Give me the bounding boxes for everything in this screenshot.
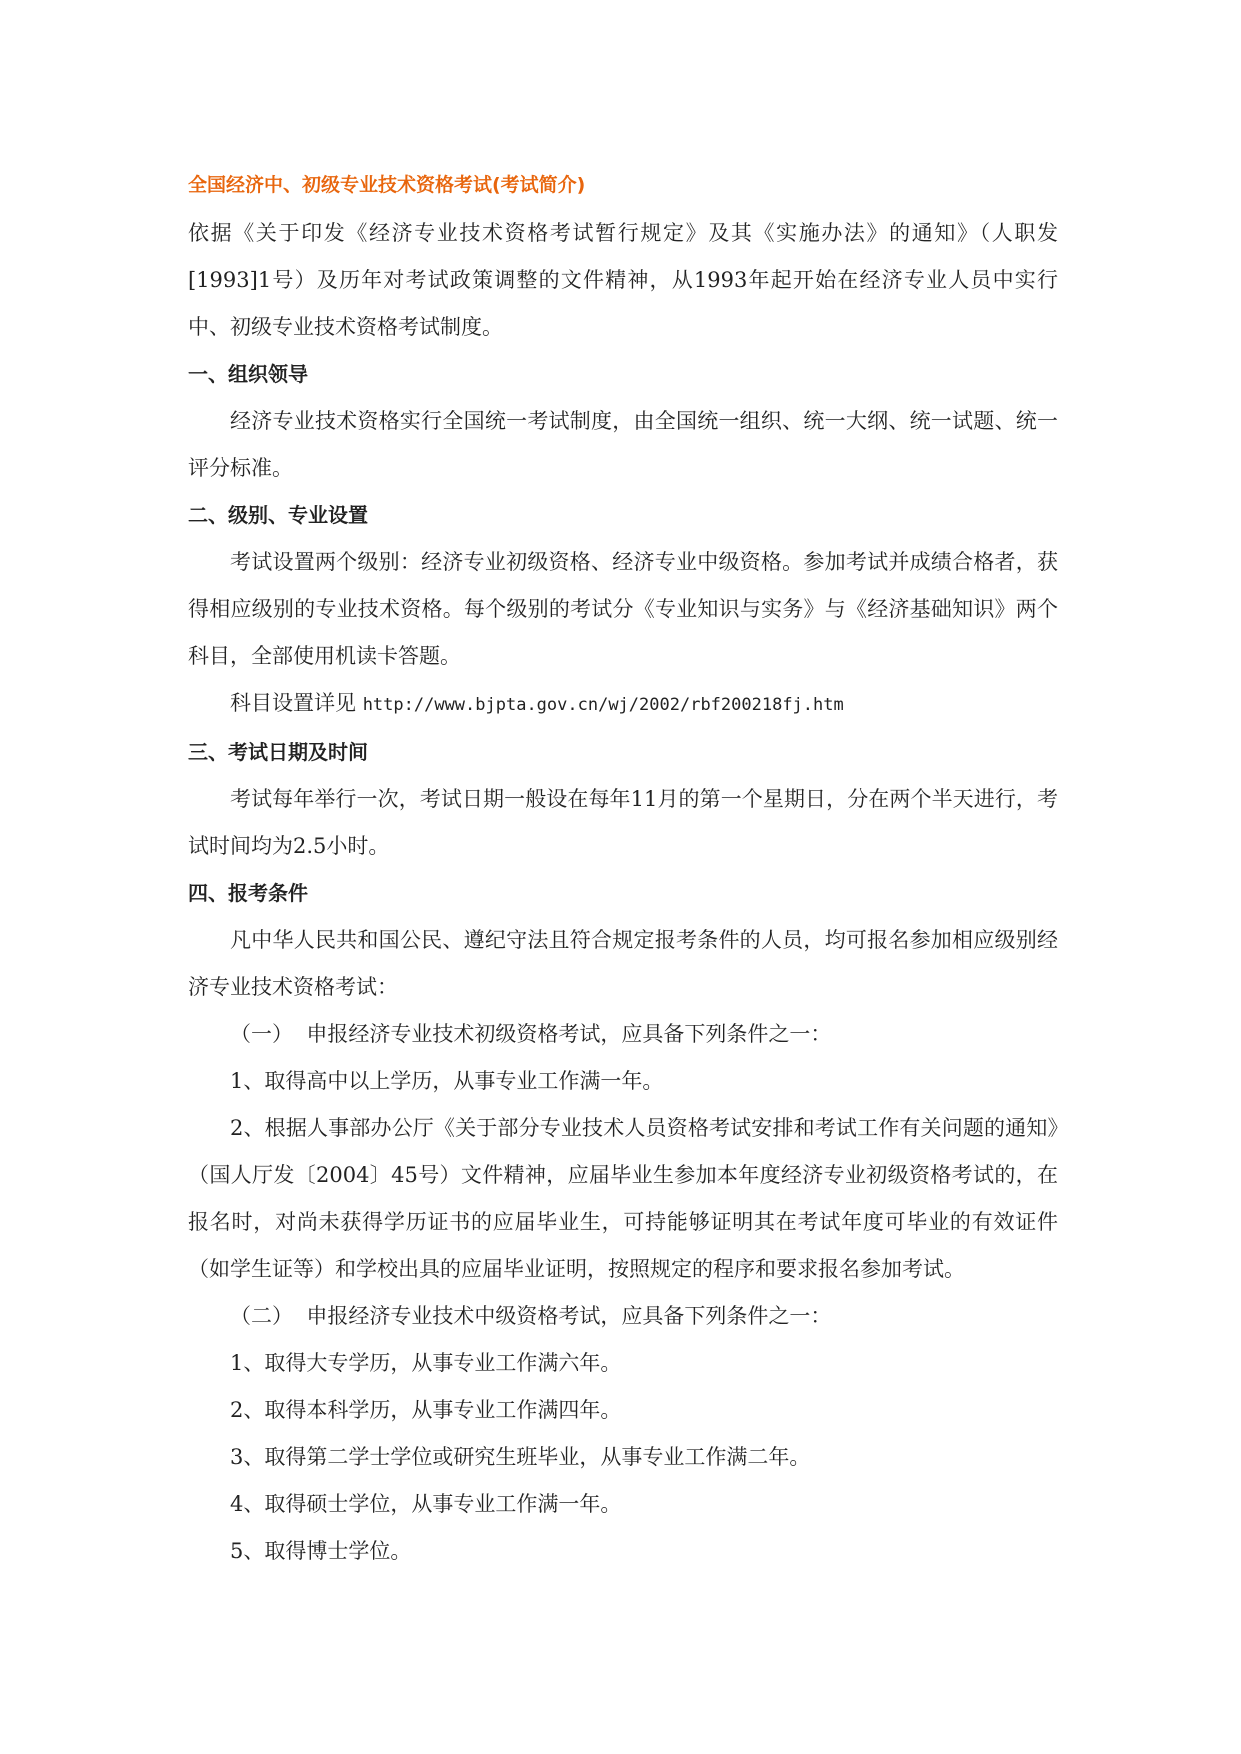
subject-link-line	[188, 680, 1058, 729]
section-heading-schedule: 三、考试日期及时间	[188, 740, 368, 764]
section-heading-requirements: 四、报考条件	[188, 881, 308, 905]
intermediate-requirements-header	[188, 1293, 1058, 1340]
document-body	[188, 168, 1058, 1575]
intermediate-label: （二）	[230, 1304, 293, 1328]
document-title: 全国经济中、初级专业技术资格考试(考试简介)	[188, 174, 586, 196]
list-item: 2、取得本科学历，从事专业工作满四年。	[230, 1398, 622, 1422]
list-item: 1、取得高中以上学历，从事专业工作满一年。	[230, 1069, 664, 1093]
junior-text: 申报经济专业技术初级资格考试，应具备下列条件之一：	[306, 1022, 832, 1046]
junior-label: （一）	[230, 1022, 293, 1046]
requirements-paragraph: 凡中华人民共和国公民、遵纪守法且符合规定报考条件的人员，均可报名参加相应级别经济专业技术资格考试：	[188, 928, 1058, 999]
organization-paragraph: 经济专业技术资格实行全国统一考试制度，由全国统一组织、统一大纲、统一试题、统一评分标准。	[188, 409, 1058, 480]
schedule-paragraph: 考试每年举行一次，考试日期一般设在每年11月的第一个星期日，分在两个半天进行，考试时间均为2.5小时。	[188, 787, 1058, 858]
intermediate-text: 申报经济专业技术中级资格考试，应具备下列条件之一：	[306, 1304, 832, 1328]
list-item: 1、取得大专学历，从事专业工作满六年。	[230, 1351, 622, 1375]
section-heading-levels: 二、级别、专业设置	[188, 503, 368, 527]
list-item: 2、根据人事部办公厅《关于部分专业技术人员资格考试安排和考试工作有关问题的通知》（国人厅发〔2004〕45号）文件精神，应届毕业生参加本年度经济专业初级资格考试的，在报名时，对尚未获得学历证书的应届毕业生，可持能够证明其在考试年度可毕业的有效证件（如学生证等）和学校出具的应届毕业证明，按照规定的程序和要求报名参加考试。	[188, 1116, 1058, 1281]
levels-paragraph: 考试设置两个级别：经济专业初级资格、经济专业中级资格。参加考试并成绩合格者，获得相应级别的专业技术资格。每个级别的考试分《专业知识与实务》与《经济基础知识》两个科目，全部使用机读卡答题。	[188, 550, 1058, 668]
junior-requirements-header	[188, 1011, 1058, 1058]
subject-link-prefix: 科目设置详见	[230, 691, 356, 715]
intro-paragraph: 依据《关于印发《经济专业技术资格考试暂行规定》及其《实施办法》的通知》（人职发[1993]1号）及历年对考试政策调整的文件精神，从1993年起开始在经济专业人员中实行中、初级专业技术资格考试制度。	[188, 221, 1058, 339]
list-item: 5、取得博士学位。	[230, 1539, 412, 1563]
list-item: 3、取得第二学士学位或研究生班毕业，从事专业工作满二年。	[230, 1445, 811, 1469]
subject-link-url[interactable]: http://www.bjpta.gov.cn/wj/2002/rbf200218fj.htm	[362, 695, 844, 715]
list-item: 4、取得硕士学位，从事专业工作满一年。	[230, 1492, 622, 1516]
section-heading-organization: 一、组织领导	[188, 362, 308, 386]
